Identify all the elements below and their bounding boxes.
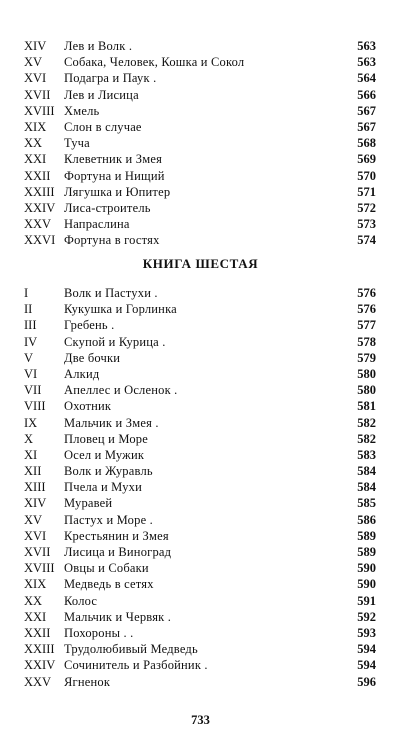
entry-number: XXIII [24, 184, 55, 199]
entry-title: Пастух и Море . [64, 512, 153, 527]
contents-entry [24, 463, 376, 479]
contents-entry [24, 431, 376, 447]
entry-number: XVI [24, 528, 47, 543]
entry-number: XVII [24, 87, 51, 102]
entry-page-number: 580 [357, 366, 376, 381]
entry-number: IX [24, 415, 38, 430]
entry-title: Гребень . [64, 318, 115, 333]
entry-title: Овцы и Собаки [64, 561, 149, 576]
entry-number: XXIII [24, 642, 55, 657]
contents-entry [24, 135, 376, 151]
entry-title: Мальчик и Червяк . [64, 609, 172, 624]
contents-entry [24, 657, 376, 673]
entry-number: VI [24, 366, 38, 381]
entry-page-number: 590 [357, 577, 376, 592]
contents-entry [24, 334, 376, 350]
contents-entry [24, 366, 376, 382]
contents-entry [24, 70, 376, 86]
entry-title: Скупой и Курица . [64, 334, 166, 349]
entry-page-number: 582 [357, 431, 376, 446]
contents-entry [24, 641, 376, 657]
entry-title: Крестьянин и Змея [64, 528, 169, 543]
entry-title: Собака, Человек, Кошка и Сокол [64, 55, 245, 70]
entry-page-number: 569 [357, 152, 376, 167]
entry-number: XIX [24, 577, 47, 592]
entry-page-number: 584 [357, 464, 376, 479]
entry-title: Сочинитель и Разбойник . [64, 658, 208, 673]
contents-entry [24, 168, 376, 184]
entry-number: XVI [24, 71, 47, 86]
entry-number: III [24, 318, 37, 333]
entry-page-number: 580 [357, 383, 376, 398]
contents-entry [24, 674, 376, 690]
entry-title: Лягушка и Юпитер [64, 184, 171, 199]
entry-title: Осел и Мужик [64, 447, 145, 462]
entry-title: Лисица и Виноград [64, 545, 172, 559]
entry-number: XXIV [24, 200, 56, 215]
entry-number: V [24, 350, 34, 365]
entry-number: XXI [24, 609, 47, 624]
entry-title: Пчела и Мухи [64, 480, 142, 495]
entry-page-number: 594 [357, 658, 376, 673]
entry-number: XXII [24, 168, 51, 183]
entry-page-number: 593 [357, 625, 376, 640]
entry-title: Похороны . . [64, 625, 134, 640]
entry-page-number: 589 [357, 545, 376, 559]
contents-entry [24, 103, 376, 119]
contents-entry [24, 285, 376, 301]
entry-page-number: 581 [357, 399, 376, 414]
entry-number: XXI [24, 152, 47, 167]
entry-page-number: 586 [357, 512, 376, 527]
contents-entry [24, 301, 376, 317]
contents-entry [24, 54, 376, 70]
entry-title: Фортуна в гостях [64, 233, 160, 248]
entry-page-number: 592 [357, 609, 376, 624]
entry-number: XI [24, 447, 38, 462]
entry-page-number: 578 [357, 334, 376, 349]
contents-entry [24, 495, 376, 511]
entry-title: Трудолюбивый Медведь [64, 642, 198, 657]
entry-number: XV [24, 55, 43, 70]
entry-number: XIX [24, 119, 47, 134]
entry-page-number: 585 [357, 496, 376, 511]
contents-entry [24, 625, 376, 641]
entry-page-number: 573 [357, 217, 376, 232]
entry-number: XIV [24, 39, 47, 53]
entry-page-number: 574 [357, 233, 376, 248]
entry-page-number: 591 [357, 593, 376, 608]
entry-page-number: 568 [357, 136, 376, 151]
entry-number: VII [24, 383, 42, 398]
contents-entry [24, 232, 376, 248]
contents-entry [24, 216, 376, 232]
contents-entry [24, 560, 376, 576]
entry-number: XXV [24, 674, 52, 689]
entry-number: X [24, 431, 34, 446]
contents-entry [24, 38, 376, 54]
contents-entry [24, 317, 376, 333]
contents-entry [24, 512, 376, 528]
entry-title: Кукушка и Горлинка [64, 302, 177, 317]
entry-number: XVIII [24, 103, 55, 118]
entry-page-number: 571 [357, 184, 376, 199]
entry-number: XVIII [24, 561, 55, 576]
contents-entry [24, 544, 376, 560]
entry-number: I [24, 286, 29, 300]
entry-title: Подагра и Паук . [64, 71, 157, 86]
entry-title: Напраслина [64, 217, 130, 232]
entry-title: Лиса-строитель [64, 200, 151, 215]
entry-page-number: 572 [357, 200, 376, 215]
entry-title: Волк и Пастухи . [64, 286, 158, 300]
entry-page-number: 579 [357, 350, 376, 365]
entry-number: II [24, 302, 33, 317]
entry-number: XV [24, 512, 43, 527]
contents-entry [24, 609, 376, 625]
entry-page-number: 582 [357, 415, 376, 430]
entry-number: XX [24, 136, 43, 151]
contents-entry [24, 528, 376, 544]
entry-page-number: 566 [357, 87, 376, 102]
entry-page-number: 596 [357, 674, 376, 689]
entry-number: XXV [24, 217, 52, 232]
contents-entry [24, 200, 376, 216]
entry-number: XIII [24, 480, 46, 495]
entry-page-number: 583 [357, 447, 376, 462]
entry-number: XXIV [24, 658, 56, 673]
entry-title: Колос [64, 593, 98, 608]
contents-list-continued [24, 38, 376, 248]
contents-entry [24, 576, 376, 592]
entry-title: Туча [64, 136, 90, 151]
entry-number: XXII [24, 625, 51, 640]
contents-entry [24, 87, 376, 103]
contents-entry [24, 593, 376, 609]
entry-number: XX [24, 593, 43, 608]
entry-page-number: 563 [357, 55, 376, 70]
entry-number: XII [24, 464, 42, 479]
entry-title: Медведь в сетях [64, 577, 154, 592]
entry-title: Охотник [64, 399, 112, 414]
entry-number: XXVI [24, 233, 56, 248]
entry-page-number: 567 [357, 103, 376, 118]
contents-entry [24, 398, 376, 414]
entry-title: Клеветник и Змея [64, 152, 163, 167]
entry-page-number: 576 [357, 302, 376, 317]
entry-page-number: 589 [357, 528, 376, 543]
entry-title: Лев и Волк . [64, 39, 133, 53]
entry-title: Ягненок [64, 674, 111, 689]
contents-entry [24, 350, 376, 366]
contents-list-book-six [24, 285, 376, 690]
contents-entry [24, 151, 376, 167]
contents-entry [24, 382, 376, 398]
entry-title: Муравей [64, 496, 113, 511]
entry-title: Лев и Лисица [64, 87, 139, 102]
entry-page-number: 564 [357, 71, 376, 86]
entry-page-number: 590 [357, 561, 376, 576]
entry-page-number: 563 [357, 39, 376, 53]
entry-page-number: 576 [357, 286, 376, 300]
entry-number: XVII [24, 545, 51, 559]
entry-title: Две бочки [64, 350, 121, 365]
entry-title: Пловец и Море [64, 431, 148, 446]
entry-number: IV [24, 334, 38, 349]
entry-title: Мальчик и Змея . [64, 415, 159, 430]
entry-page-number: 584 [357, 480, 376, 495]
entry-title: Алкид [64, 366, 100, 381]
page-number: 733 [191, 713, 210, 727]
entry-title: Хмель [64, 103, 100, 118]
contents-entry [24, 184, 376, 200]
entry-title: Фортуна и Нищий [64, 168, 165, 183]
entry-number: XIV [24, 496, 47, 511]
entry-page-number: 570 [357, 168, 376, 183]
contents-entry [24, 479, 376, 495]
entry-title: Слон в случае [64, 119, 142, 134]
contents-entry [24, 415, 376, 431]
entry-title: Волк и Журавль [64, 464, 153, 479]
contents-entry [24, 447, 376, 463]
entry-page-number: 594 [357, 642, 376, 657]
entry-page-number: 567 [357, 119, 376, 134]
entry-number: VIII [24, 399, 46, 414]
entry-title: Апеллес и Осленок . [64, 383, 178, 398]
contents-entry [24, 119, 376, 135]
entry-page-number: 577 [357, 318, 376, 333]
section-heading: КНИГА ШЕСТАЯ [142, 256, 259, 271]
